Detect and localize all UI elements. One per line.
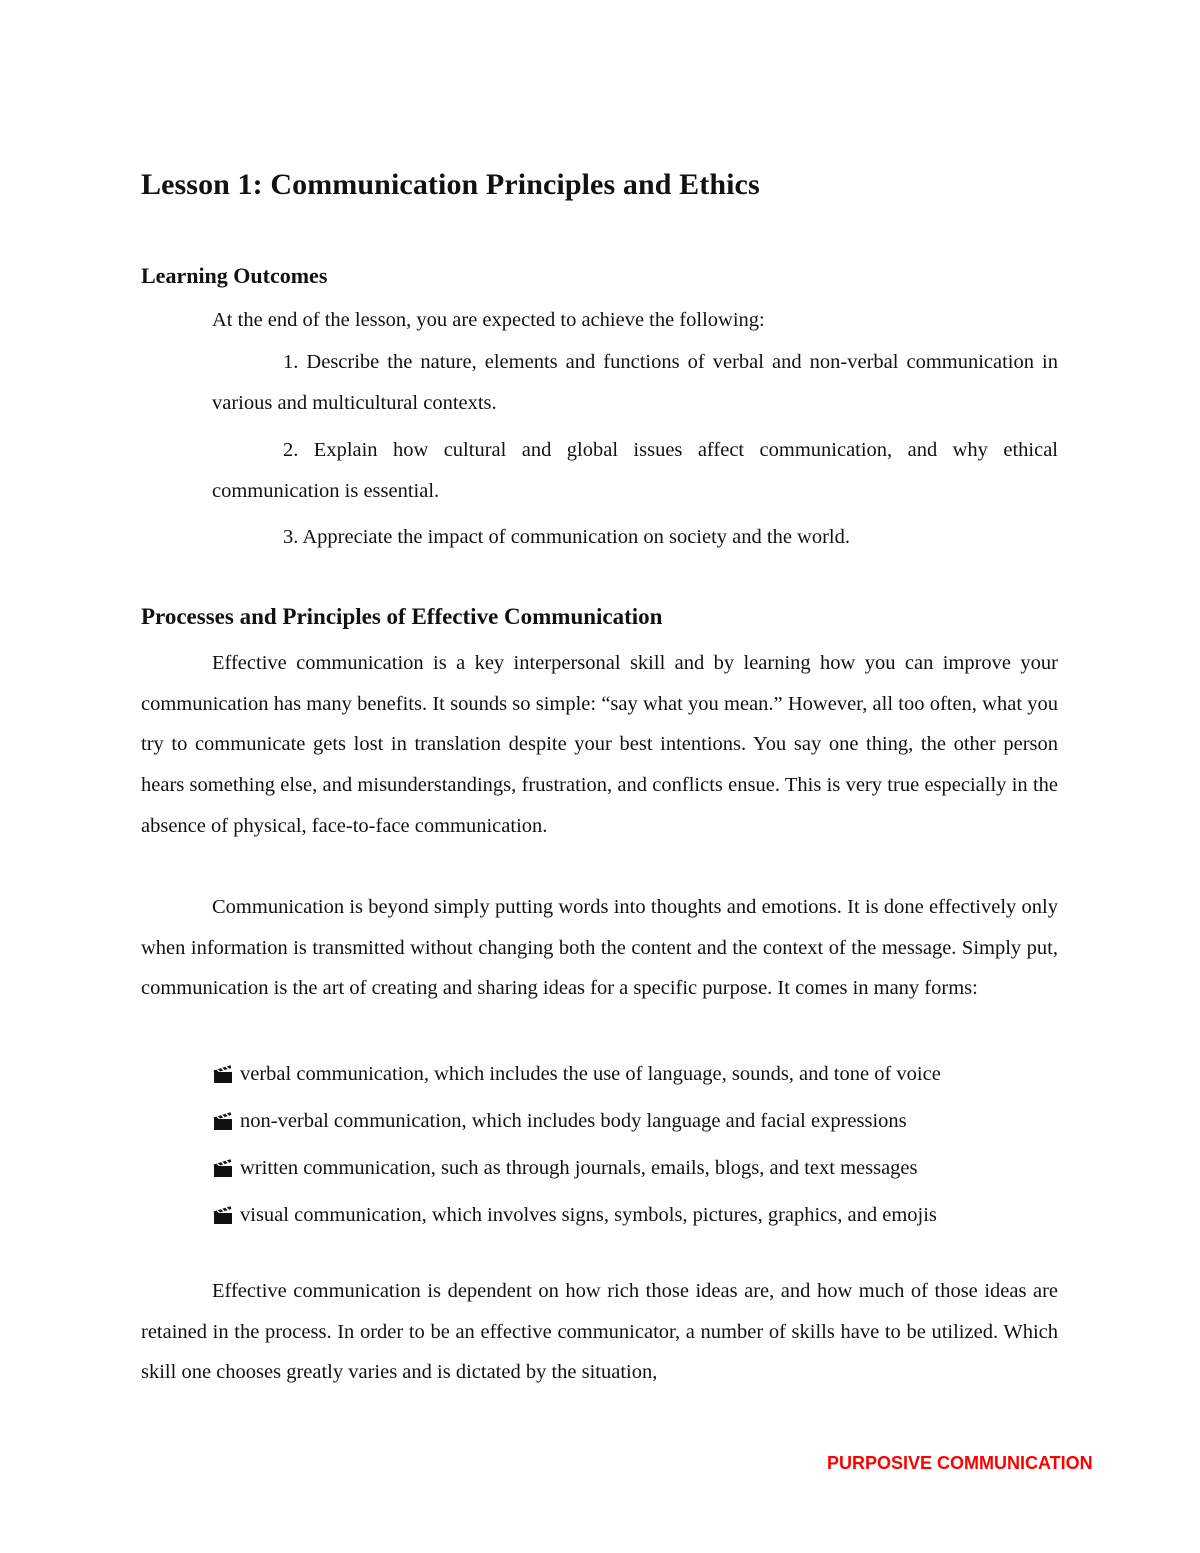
list-item (212, 1144, 941, 1191)
body-paragraph: Effective communication is a key interpersonal skill and by learning how you can improve your communication has many benefits. It sounds so simple: “say what you mean.” However, all too often, what you try to communicate gets lost in translation despite your best intentions. You say one thing, the other person hears something else, and misunderstandings, frustration, and conflicts ensue. This is very true especially in the absence of physical, face-to-face communication. (141, 652, 1058, 837)
clapperboard-icon (212, 1063, 234, 1085)
list-item-text: verbal communication, which includes the use of language, sounds, and tone of voice (240, 1062, 941, 1085)
clapperboard-icon (212, 1204, 234, 1226)
body-paragraph: Communication is beyond simply putting words into thoughts and emotions. It is done effectively only when information is transmitted without changing both the content and the context of the message. Simply put, communication is the art of creating and sharing ideas for a specific purpose. It comes in many forms: (141, 896, 1058, 1000)
learning-outcome-item: 2. Explain how cultural and global issues affect communication, and why ethical communication is essential. (212, 439, 1058, 502)
learning-outcomes-intro: At the end of the lesson, you are expected to achieve the following: (212, 309, 765, 331)
list-item-text: visual communication, which involves signs, symbols, pictures, graphics, and emojis (240, 1203, 937, 1226)
list-item (212, 1097, 941, 1144)
list-item-text: non-verbal communication, which includes body language and facial expressions (240, 1109, 907, 1132)
body-paragraph: Effective communication is dependent on how rich those ideas are, and how much of those ideas are retained in the process. In order to be an effective communicator, a number of skills have to be utilized. Which skill one chooses greatly varies and is dictated by the situation, (141, 1280, 1058, 1384)
clapperboard-icon (212, 1157, 234, 1179)
communication-forms-list (212, 1050, 941, 1238)
clapperboard-icon (212, 1110, 234, 1132)
learning-outcome-item: 3. Appreciate the impact of communication on society and the world. (283, 526, 851, 548)
list-item (212, 1050, 941, 1097)
footer-course-title: PURPOSIVE COMMUNICATION (827, 1453, 1093, 1473)
lesson-title: Lesson 1: Communication Principles and Ethics (141, 168, 760, 201)
learning-outcomes-heading: Learning Outcomes (141, 263, 328, 288)
learning-outcome-item: 1. Describe the nature, elements and functions of verbal and non-verbal communication in various and multicultural contexts. (212, 351, 1058, 414)
list-item-text: written communication, such as through journals, emails, blogs, and text messages (240, 1156, 918, 1179)
section-heading: Processes and Principles of Effective Communication (141, 604, 663, 629)
list-item (212, 1191, 941, 1238)
